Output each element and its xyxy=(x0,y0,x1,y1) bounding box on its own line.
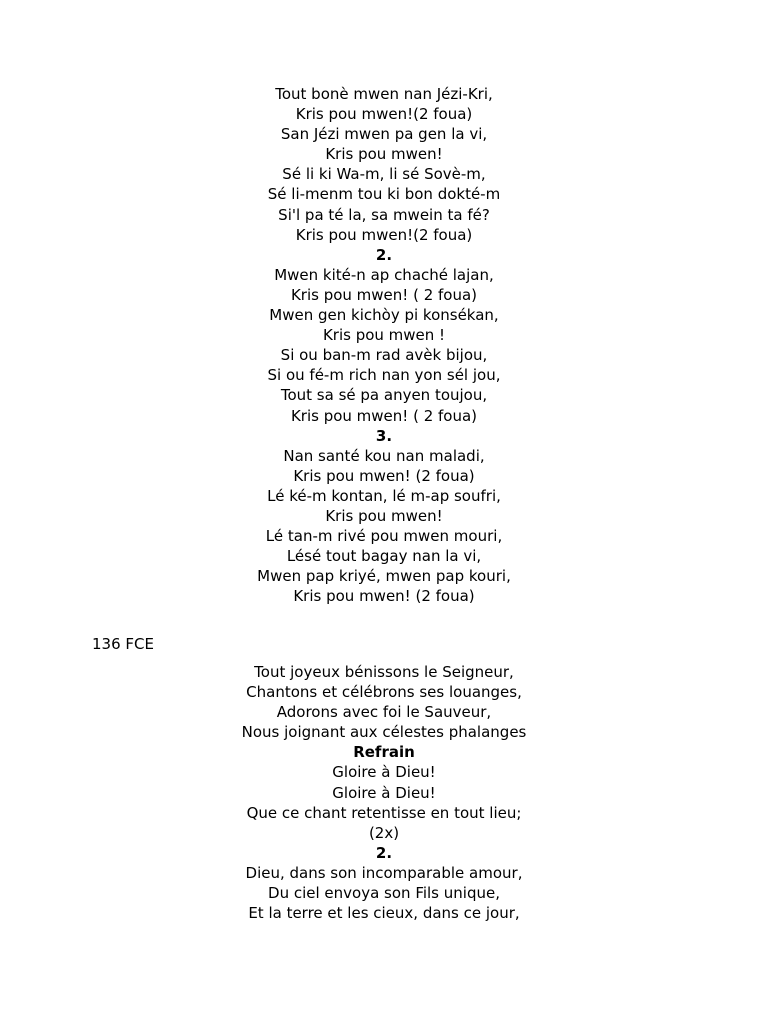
lyric-line: Kris pou mwen! (2 foua) xyxy=(293,466,475,485)
lyric-line: Lé tan-m rivé pou mwen mouri, xyxy=(265,527,503,546)
lyric-line: Sé li-menm tou ki bon dokté-m xyxy=(267,185,501,204)
lyric-line: Si ou ban-m rad avèk bijou, xyxy=(280,346,488,365)
hymn-lyrics-french xyxy=(0,662,768,923)
lyric-line: Kris pou mwen ! xyxy=(322,326,446,345)
stanza-heading: 3. xyxy=(375,426,393,445)
lyric-line: Kris pou mwen!(2 foua) xyxy=(295,105,473,124)
lyric-line: Lésé tout bagay nan la vi, xyxy=(286,547,482,566)
lyric-line: Mwen gen kichòy pi konsékan, xyxy=(269,306,499,325)
lyric-line: Tout sa sé pa anyen toujou, xyxy=(280,386,488,405)
lyric-line: Kris pou mwen! xyxy=(325,145,443,164)
lyric-line: Si'l pa té la, sa mwein ta fé? xyxy=(278,205,490,224)
stanza-heading: Refrain xyxy=(353,743,415,762)
lyric-line: Tout bonè mwen nan Jézi-Kri, xyxy=(275,85,493,103)
lyric-line: Nous joignant aux célestes phalanges xyxy=(241,723,527,742)
hymn-number-label: 136 FCE xyxy=(92,635,154,653)
lyric-line: Dieu, dans son incomparable amour, xyxy=(245,863,523,882)
lyric-line: Kris pou mwen! (2 foua) xyxy=(293,587,475,606)
stanza-heading: 2. xyxy=(375,245,393,264)
lyric-line: Que ce chant retentisse en tout lieu; xyxy=(246,803,522,822)
lyric-line: Nan santé kou nan maladi, xyxy=(283,446,485,465)
lyric-line: Adorons avec foi le Sauveur, xyxy=(276,703,492,722)
lyric-line: Sé li ki Wa-m, li sé Sovè-m, xyxy=(282,165,486,184)
lyric-line: Et la terre et les cieux, dans ce jour, xyxy=(248,904,520,923)
lyric-line: San Jézi mwen pa gen la vi, xyxy=(280,125,488,144)
lyric-line: Si ou fé-m rich nan yon sél jou, xyxy=(267,366,501,385)
lyric-line: Gloire à Dieu! xyxy=(332,763,436,782)
lyric-line: Kris pou mwen! xyxy=(325,506,443,525)
lyric-line: Lé ké-m kontan, lé m-ap soufri, xyxy=(267,486,501,505)
lyric-line: Chantons et célébrons ses louanges, xyxy=(246,683,522,702)
lyric-line: Kris pou mwen!(2 foua) xyxy=(295,225,473,244)
lyric-line: Kris pou mwen! ( 2 foua) xyxy=(290,406,478,425)
lyric-line: (2x) xyxy=(368,823,400,842)
lyric-line: Tout joyeux bénissons le Seigneur, xyxy=(254,663,514,681)
stanza-heading: 2. xyxy=(375,843,393,862)
lyric-line: Du ciel envoya son Fils unique, xyxy=(268,884,500,903)
lyric-line: Gloire à Dieu! xyxy=(332,783,436,802)
lyric-line: Kris pou mwen! ( 2 foua) xyxy=(290,285,478,304)
hymn-lyrics-kreyol xyxy=(0,84,768,606)
lyric-line: Mwen kité-n ap chaché lajan, xyxy=(274,265,494,284)
lyric-line: Mwen pap kriyé, mwen pap kouri, xyxy=(257,567,511,586)
